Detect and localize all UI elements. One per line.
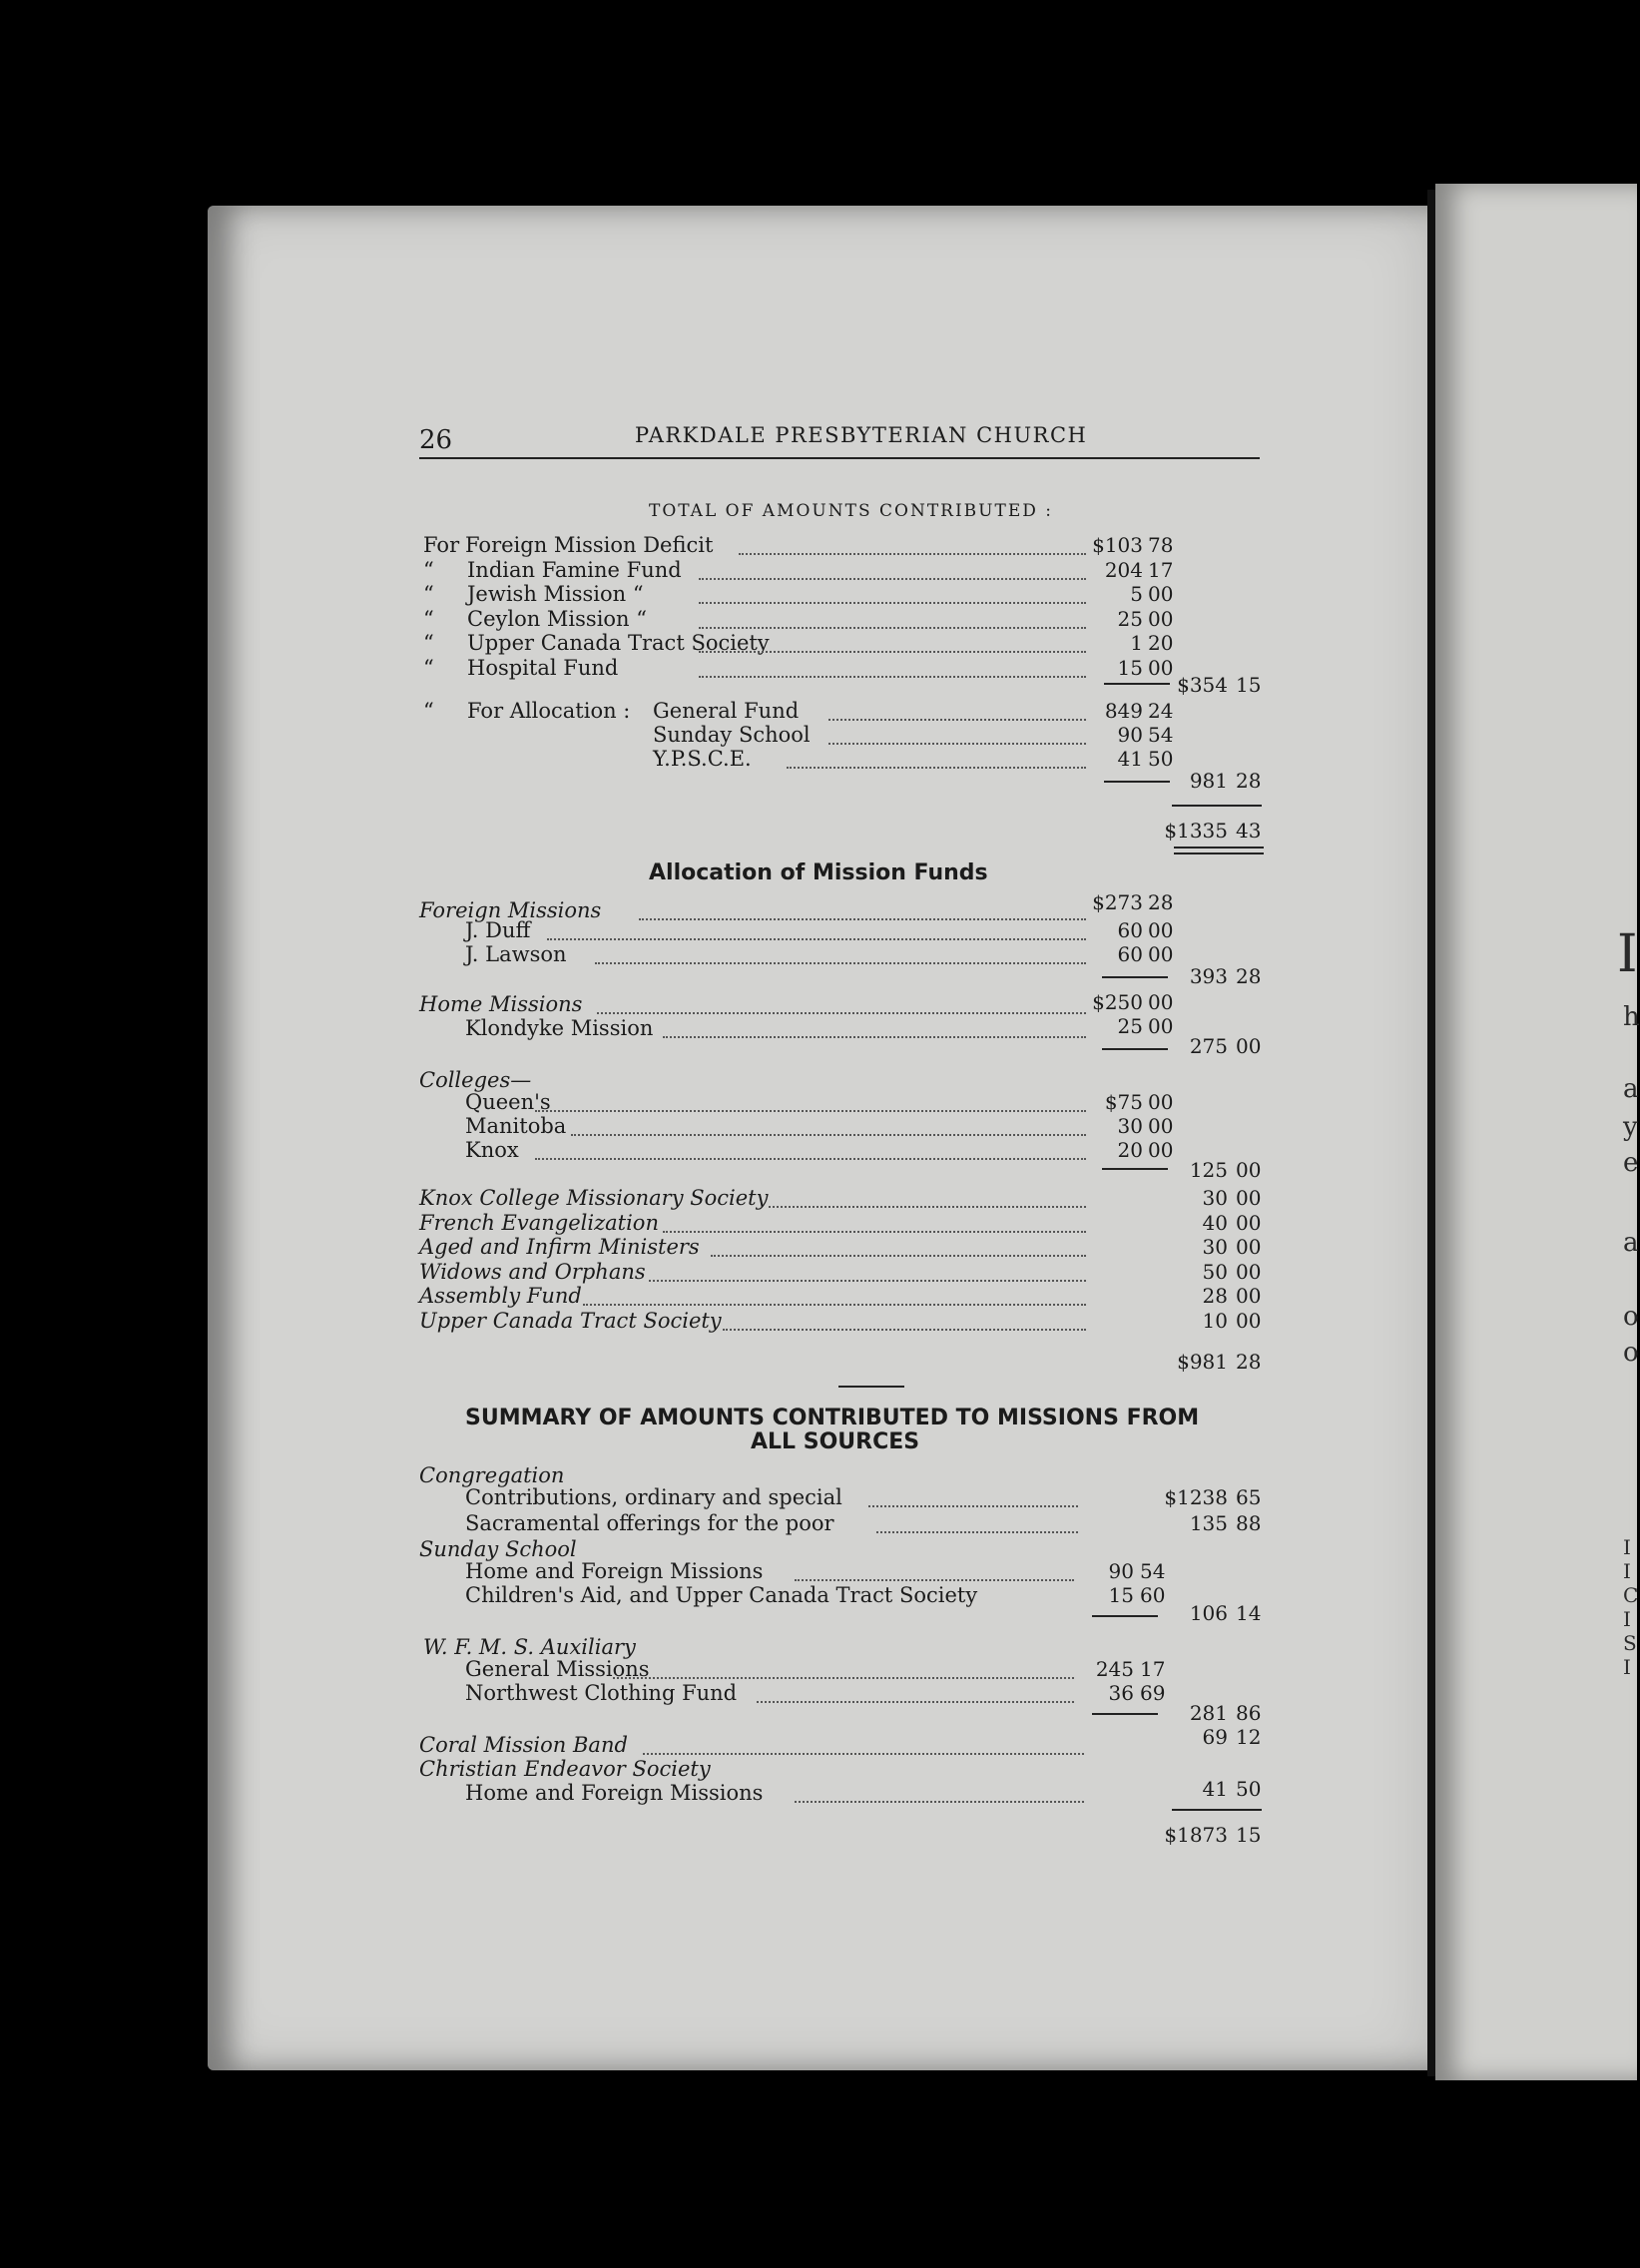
contribution-amount-cents: 00 — [1148, 655, 1174, 680]
wfms-item-label: Northwest Clothing Fund — [465, 1681, 738, 1705]
right-page-fragment: y — [1623, 1112, 1638, 1142]
contribution-amount-dollars: 5 — [1130, 582, 1143, 606]
fund-amount-dollars: 40 — [1202, 1210, 1228, 1235]
dot-leader — [571, 1134, 1086, 1136]
fund-label: Knox College Missionary Society — [419, 1186, 769, 1210]
sunday-school-item-amount-dollars: 90 — [1108, 1559, 1134, 1583]
dot-leader — [699, 651, 1086, 653]
foreign-missions-amount-dollars: $273 — [1092, 890, 1143, 914]
home-missions-amount-dollars: $250 — [1092, 990, 1143, 1014]
allocation-item-label: General Fund — [653, 699, 800, 723]
dot-leader — [699, 602, 1086, 604]
fund-amount-cents: 00 — [1236, 1308, 1262, 1333]
ce-item-label: Home and Foreign Missions — [465, 1781, 764, 1805]
row-prefix: “ — [423, 557, 434, 582]
klondyke-amount-dollars: 25 — [1117, 1014, 1143, 1038]
wfms-label: W. F. M. S. Auxiliary — [423, 1635, 636, 1659]
right-page-fragment: I — [1623, 1535, 1631, 1559]
summary-grand-total-dollars: $1873 — [1164, 1823, 1228, 1847]
summary-heading: SUMMARY OF AMOUNTS CONTRIBUTED TO MISSIONS FROM — [465, 1406, 1200, 1430]
klondyke-amount-cents: 00 — [1148, 1014, 1174, 1038]
sunday-school-item-amount-dollars: 15 — [1108, 1583, 1134, 1607]
dot-leader — [613, 1677, 1074, 1679]
row-prefix: “ — [423, 606, 434, 631]
klondyke-label: Klondyke Mission — [465, 1016, 654, 1040]
sum-rule — [1104, 781, 1170, 783]
allocation-total-cents: 28 — [1236, 1350, 1262, 1374]
dot-leader — [535, 1110, 1086, 1112]
missionary-label: J. Lawson — [465, 942, 567, 966]
home-total-dollars: 275 — [1189, 1034, 1228, 1058]
allocation-item-amount-dollars: 90 — [1117, 723, 1143, 747]
right-page-fragment: I — [1617, 924, 1638, 984]
row-prefix: “ — [423, 582, 434, 606]
subtotal-1-dollars: $354 — [1177, 673, 1228, 697]
fund-amount-cents: 00 — [1236, 1210, 1262, 1235]
college-label: Manitoba — [465, 1114, 567, 1138]
college-label: Knox — [465, 1138, 519, 1162]
sum-rule — [1102, 1168, 1168, 1170]
congregation-item-amount-cents: 65 — [1236, 1485, 1262, 1509]
dot-leader — [583, 1304, 1086, 1306]
right-page-fragment: o — [1623, 1302, 1639, 1332]
wfms-item-amount-cents: 17 — [1140, 1657, 1166, 1681]
contribution-amount-dollars: 25 — [1117, 606, 1143, 631]
right-page-fragment: I — [1623, 1655, 1631, 1679]
sunday-school-item-amount-cents: 60 — [1140, 1583, 1166, 1607]
dot-leader — [795, 1579, 1074, 1581]
wfms-total-dollars: 281 — [1189, 1701, 1228, 1725]
dot-leader — [769, 1206, 1086, 1208]
allocation-item-amount-cents: 54 — [1148, 723, 1174, 747]
fund-amount-cents: 00 — [1236, 1259, 1262, 1284]
allocation-item-amount-cents: 24 — [1148, 699, 1174, 723]
dot-leader — [723, 1329, 1086, 1331]
contribution-amount-dollars: $103 — [1092, 533, 1143, 557]
row-prefix: “ — [423, 699, 434, 723]
dot-leader — [868, 1505, 1078, 1507]
dot-leader — [739, 553, 1086, 555]
allocation-item-amount-dollars: 849 — [1104, 699, 1143, 723]
home-missions-label: Home Missions — [419, 992, 583, 1016]
wfms-item-label: General Missions — [465, 1657, 650, 1681]
sum-rule — [1174, 852, 1264, 854]
section-divider — [838, 1386, 904, 1388]
right-page-fragment: I — [1623, 1607, 1631, 1631]
sunday-school-item-label: Children's Aid, and Upper Canada Tract Society — [465, 1583, 978, 1607]
contribution-amount-dollars: 1 — [1130, 631, 1143, 655]
congregation-label: Congregation — [419, 1463, 565, 1487]
ce-item-amount-dollars: 41 — [1202, 1777, 1228, 1801]
running-head: PARKDALE PRESBYTERIAN CHURCH — [635, 423, 1088, 447]
page-number: 26 — [419, 425, 453, 455]
contribution-label: Indian Famine Fund — [467, 557, 682, 582]
wfms-item-amount-cents: 69 — [1140, 1681, 1166, 1705]
congregation-item-label: Sacramental offerings for the poor — [465, 1511, 834, 1535]
sunday-school-total-dollars: 106 — [1189, 1601, 1228, 1625]
sum-rule — [1092, 1713, 1158, 1715]
dot-leader — [663, 1231, 1086, 1233]
book-spine — [1427, 190, 1435, 2076]
allocation-heading: Allocation of Mission Funds — [649, 860, 988, 885]
congregation-item-amount-dollars: 135 — [1189, 1511, 1228, 1535]
foreign-total-cents: 28 — [1236, 964, 1262, 988]
christian-endeavor-label: Christian Endeavor Society — [419, 1757, 711, 1781]
fund-label: Assembly Fund — [419, 1284, 582, 1308]
missionary-amount-dollars: 60 — [1117, 918, 1143, 942]
dot-leader — [699, 676, 1086, 678]
sunday-school-total-cents: 14 — [1236, 1601, 1262, 1625]
dot-leader — [795, 1801, 1084, 1803]
wfms-item-amount-dollars: 245 — [1095, 1657, 1134, 1681]
sum-rule — [1092, 1615, 1158, 1617]
colleges-total-dollars: 125 — [1189, 1158, 1228, 1182]
fund-label: Widows and Orphans — [419, 1259, 646, 1284]
ce-item-amount-cents: 50 — [1236, 1777, 1262, 1801]
foreign-missions-amount-cents: 28 — [1148, 890, 1174, 914]
summary-heading-2: ALL SOURCES — [751, 1429, 920, 1454]
dot-leader — [663, 1036, 1086, 1038]
contribution-label: Hospital Fund — [467, 655, 619, 680]
dot-leader — [595, 962, 1086, 964]
allocation-total-dollars: $981 — [1177, 1350, 1228, 1374]
dot-leader — [643, 1753, 1084, 1755]
fund-amount-dollars: 30 — [1202, 1235, 1228, 1259]
foreign-missions-label: Foreign Missions — [419, 898, 602, 922]
college-amount-cents: 00 — [1148, 1114, 1174, 1138]
sum-rule — [1172, 1809, 1262, 1811]
sum-rule — [1174, 847, 1264, 849]
dot-leader — [787, 767, 1086, 769]
contribution-amount-cents: 00 — [1148, 582, 1174, 606]
dot-leader — [649, 1280, 1086, 1282]
college-amount-dollars: $75 — [1104, 1090, 1143, 1114]
contribution-amount-dollars: 15 — [1117, 655, 1143, 680]
sum-rule — [1104, 683, 1170, 685]
contribution-amount-cents: 78 — [1148, 533, 1174, 557]
right-page-fragment: I — [1623, 1559, 1631, 1583]
right-page-fragment: a — [1623, 1074, 1639, 1104]
dot-leader — [699, 627, 1086, 629]
fund-amount-dollars: 28 — [1202, 1284, 1228, 1308]
subtotal-2-dollars: 981 — [1189, 769, 1228, 793]
subtotal-2-cents: 28 — [1236, 769, 1262, 793]
fund-amount-dollars: 10 — [1202, 1308, 1228, 1333]
right-page-fragment: S — [1623, 1631, 1637, 1655]
fund-label: French Evangelization — [419, 1210, 659, 1235]
contribution-label: Foreign Mission Deficit — [465, 533, 714, 557]
allocation-item-label: Y.P.S.C.E. — [653, 747, 752, 771]
colleges-total-cents: 00 — [1236, 1158, 1262, 1182]
allocation-item-amount-dollars: 41 — [1117, 747, 1143, 771]
right-page-fragment: e — [1623, 1148, 1639, 1178]
fund-amount-dollars: 30 — [1202, 1186, 1228, 1210]
header-rule — [419, 457, 1260, 459]
right-page-fragment: C — [1623, 1583, 1639, 1607]
fund-label: Aged and Infirm Ministers — [419, 1235, 700, 1259]
dot-leader — [535, 1158, 1086, 1160]
dot-leader — [639, 918, 1086, 920]
congregation-item-label: Contributions, ordinary and special — [465, 1485, 842, 1509]
congregation-item-amount-dollars: $1238 — [1164, 1485, 1228, 1509]
contribution-amount-dollars: 204 — [1104, 557, 1143, 582]
contribution-amount-cents: 00 — [1148, 606, 1174, 631]
contribution-amount-cents: 20 — [1148, 631, 1174, 655]
sum-rule — [1102, 976, 1168, 978]
missionary-amount-dollars: 60 — [1117, 942, 1143, 966]
contribution-label: Upper Canada Tract Society — [467, 631, 770, 655]
missionary-label: J. Duff — [465, 918, 531, 942]
allocation-item-label: Sunday School — [653, 723, 811, 747]
home-total-cents: 00 — [1236, 1034, 1262, 1058]
college-label: Queen's — [465, 1090, 551, 1114]
right-page — [1435, 184, 1640, 2080]
missionary-amount-cents: 00 — [1148, 942, 1174, 966]
fund-amount-cents: 00 — [1236, 1235, 1262, 1259]
allocation-item-amount-cents: 50 — [1148, 747, 1174, 771]
contribution-label: Jewish Mission “ — [467, 582, 644, 606]
sum-rule — [1102, 1048, 1168, 1050]
missionary-amount-cents: 00 — [1148, 918, 1174, 942]
fund-amount-cents: 00 — [1236, 1186, 1262, 1210]
coral-band-amount-cents: 12 — [1236, 1725, 1262, 1749]
coral-band-label: Coral Mission Band — [419, 1733, 628, 1757]
sunday-school-label: Sunday School — [419, 1537, 577, 1561]
row-prefix: “ — [423, 631, 434, 655]
foreign-total-dollars: 393 — [1189, 964, 1228, 988]
dot-leader — [757, 1701, 1074, 1703]
dot-leader — [876, 1531, 1078, 1533]
dot-leader — [699, 578, 1086, 580]
totals-heading: TOTAL OF AMOUNTS CONTRIBUTED : — [649, 501, 1054, 521]
row-prefix: For — [423, 533, 460, 557]
dot-leader — [597, 1012, 1086, 1014]
contribution-label: Ceylon Mission “ — [467, 606, 647, 631]
grand-total-dollars: $1335 — [1164, 819, 1228, 843]
fund-label: Upper Canada Tract Society — [419, 1308, 722, 1333]
coral-band-amount-dollars: 69 — [1202, 1725, 1228, 1749]
fund-amount-dollars: 50 — [1202, 1259, 1228, 1284]
allocation-label: For Allocation : — [467, 699, 631, 723]
contribution-amount-cents: 17 — [1148, 557, 1174, 582]
row-prefix: “ — [423, 655, 434, 680]
college-amount-cents: 00 — [1148, 1090, 1174, 1114]
sunday-school-item-label: Home and Foreign Missions — [465, 1559, 764, 1583]
fund-amount-cents: 00 — [1236, 1284, 1262, 1308]
right-page-fragment: h — [1623, 1002, 1640, 1032]
dot-leader — [828, 719, 1086, 721]
college-amount-dollars: 20 — [1117, 1138, 1143, 1162]
dot-leader — [547, 938, 1086, 940]
colleges-label: Colleges— — [419, 1068, 532, 1092]
college-amount-dollars: 30 — [1117, 1114, 1143, 1138]
wfms-item-amount-dollars: 36 — [1108, 1681, 1134, 1705]
dot-leader — [828, 743, 1086, 745]
subtotal-1-cents: 15 — [1236, 673, 1262, 697]
dot-leader — [711, 1255, 1086, 1257]
sunday-school-item-amount-cents: 54 — [1140, 1559, 1166, 1583]
wfms-total-cents: 86 — [1236, 1701, 1262, 1725]
right-page-fragment: o — [1623, 1338, 1639, 1368]
college-amount-cents: 00 — [1148, 1138, 1174, 1162]
congregation-item-amount-cents: 88 — [1236, 1511, 1262, 1535]
sum-rule — [1172, 805, 1262, 807]
grand-total-cents: 43 — [1236, 819, 1262, 843]
home-missions-amount-cents: 00 — [1148, 990, 1174, 1014]
right-page-fragment: a — [1623, 1228, 1639, 1258]
summary-grand-total-cents: 15 — [1236, 1823, 1262, 1847]
